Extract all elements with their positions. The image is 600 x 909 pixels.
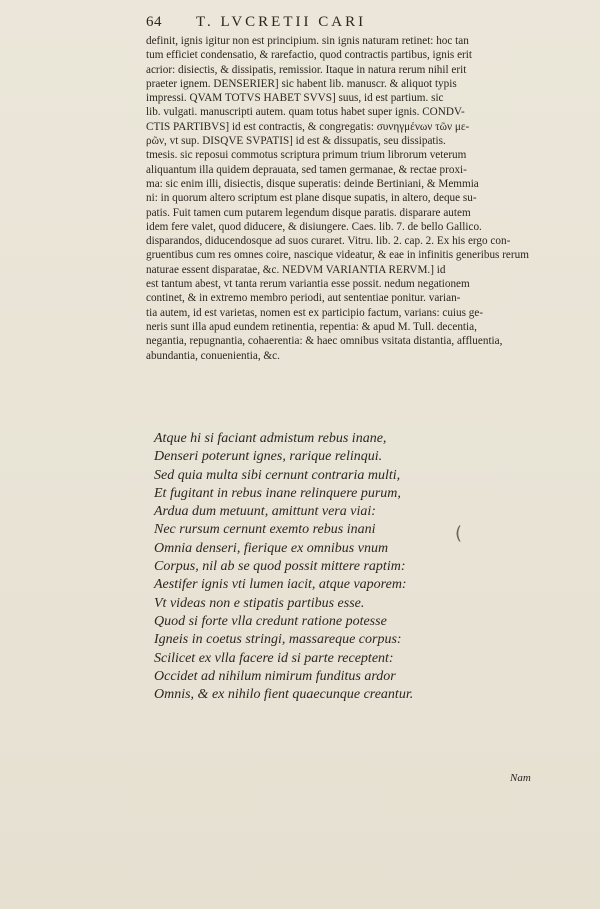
commentary-line: definit, ignis igitur non est principium. sin ignis naturam retinet: hoc tan (146, 35, 469, 47)
commentary-line: impressi. QVAM TOTVS HABET SVVS] suus, id est partium. sic (146, 92, 444, 105)
verse-line: Quod si forte vlla credunt ratione potesse (154, 613, 387, 629)
commentary-line: tia autem, id est varietas, nomen est ex participio factum, varians: cuius ge- (146, 306, 484, 319)
verse-line: Aestifer ignis vti lumen iacit, atque vaporem: (154, 577, 407, 593)
commentary-line: tmesis. sic reposui commotus scriptura primum trium librorum veterum (146, 149, 467, 162)
page-header (146, 14, 566, 34)
commentary-line: ma: sic enim illi, disiectis, disque superatis: deinde Bertiniani, & Memmia (146, 177, 479, 190)
commentary-line: acrior: disiectis, & dissipatis, remissior. Itaque in natura rerum nihil erit (146, 63, 467, 76)
commentary-line: aliquantum illa quidem deprauata, sed tamen germanae, & rectae proxi- (146, 163, 467, 176)
commentary-line: lib. vulgati. manuscripti autem. quam totus habet super ignis. CONDV- (146, 106, 465, 119)
verse-line: Ardua dum metuunt, amittunt vera viai: (154, 504, 376, 520)
commentary-block (146, 34, 570, 363)
catchword: Nam (510, 772, 531, 784)
running-title: T. LVCRETII CARI (196, 14, 367, 30)
verse-line: Sed quia multa sibi cernunt contraria multi, (154, 467, 401, 483)
verse-line: Vt videas non e stipatis partibus esse. (154, 595, 365, 611)
verse-line: Omnia denseri, fierique ex omnibus vnum (154, 540, 389, 556)
commentary-line: ni: in quorum altero scriptum est plane disque supatis, in altero, deque su- (146, 192, 477, 205)
commentary-line: tum efficiet condensatio, & rarefactio, quod contractis partibus, ignis erit (146, 49, 472, 62)
verse-block (154, 430, 574, 704)
verse-line: Omnis, & ex nihilo fient quaecunque creantur. (154, 687, 414, 703)
commentary-line: patis. Fuit tamen cum putarem legendum disque paratis. disparare autem (146, 206, 471, 219)
commentary-line: naturae essent disparatae, &c. NEDVM VARIANTIA RERVM.] id (146, 263, 446, 276)
commentary-line: disparandos, diducendosque ad suos curaret. Vitru. lib. 2. cap. 2. Ex his ergo con- (146, 235, 511, 248)
commentary-line: CTIS PARTIBVS] id est contractis, & congregatis: συνηγμένων τῶν με- (146, 120, 470, 133)
commentary-line: idem fere valet, quod diducere, & disiungere. Caes. lib. 7. de bello Gallico. (146, 220, 482, 233)
commentary-line: abundantia, conuenientia, &c. (146, 349, 280, 362)
verse-line: Denseri poterunt ignes, rarique relinqui. (154, 449, 383, 465)
commentary-line: negantia, repugnantia, cohaerentia: & haec omnibus vsitata distantia, affluentia, (146, 335, 503, 348)
commentary-line: praeter ignem. DENSERIER] sic habent lib. manuscr. & aliquot typis (146, 77, 457, 90)
verse-line: Corpus, nil ab se quod possit mittere raptim: (154, 559, 406, 575)
commentary-line: neris sunt illa apud eundem retinentia, repentia: & apud M. Tull. decentia, (146, 320, 477, 333)
commentary-line: ρῶν, vt sup. DISQVE SVPATIS] id est & dissupatis, seu dissipatis. (146, 135, 446, 148)
verse-line: Occidet ad nihilum nimirum funditus ardor (154, 668, 396, 684)
verse-line: Et fugitant in rebus inane relinquere purum, (154, 485, 401, 501)
verse-line: Igneis in coetus stringi, massareque corpus: (154, 632, 402, 648)
verse-line: Scilicet ex vlla facere id si parte receptent: (154, 650, 394, 666)
page-number: 64 (146, 14, 162, 30)
commentary-line: est tantum abest, vt tanta rerum variantia esse possit. nedum negationem (146, 278, 470, 291)
pencil-mark: ( (455, 523, 463, 544)
commentary-line: gruentibus cum res omnes coire, nascique videatur, & eae in infinitis generibus rerum (146, 249, 529, 262)
commentary-line: continet, & in extremo membro periodi, aut sententiae ponitur. varian- (146, 292, 461, 305)
verse-line: Atque hi si faciant admistum rebus inane, (154, 431, 387, 446)
verse-line: Nec rursum cernunt exemto rebus inani (154, 522, 376, 538)
